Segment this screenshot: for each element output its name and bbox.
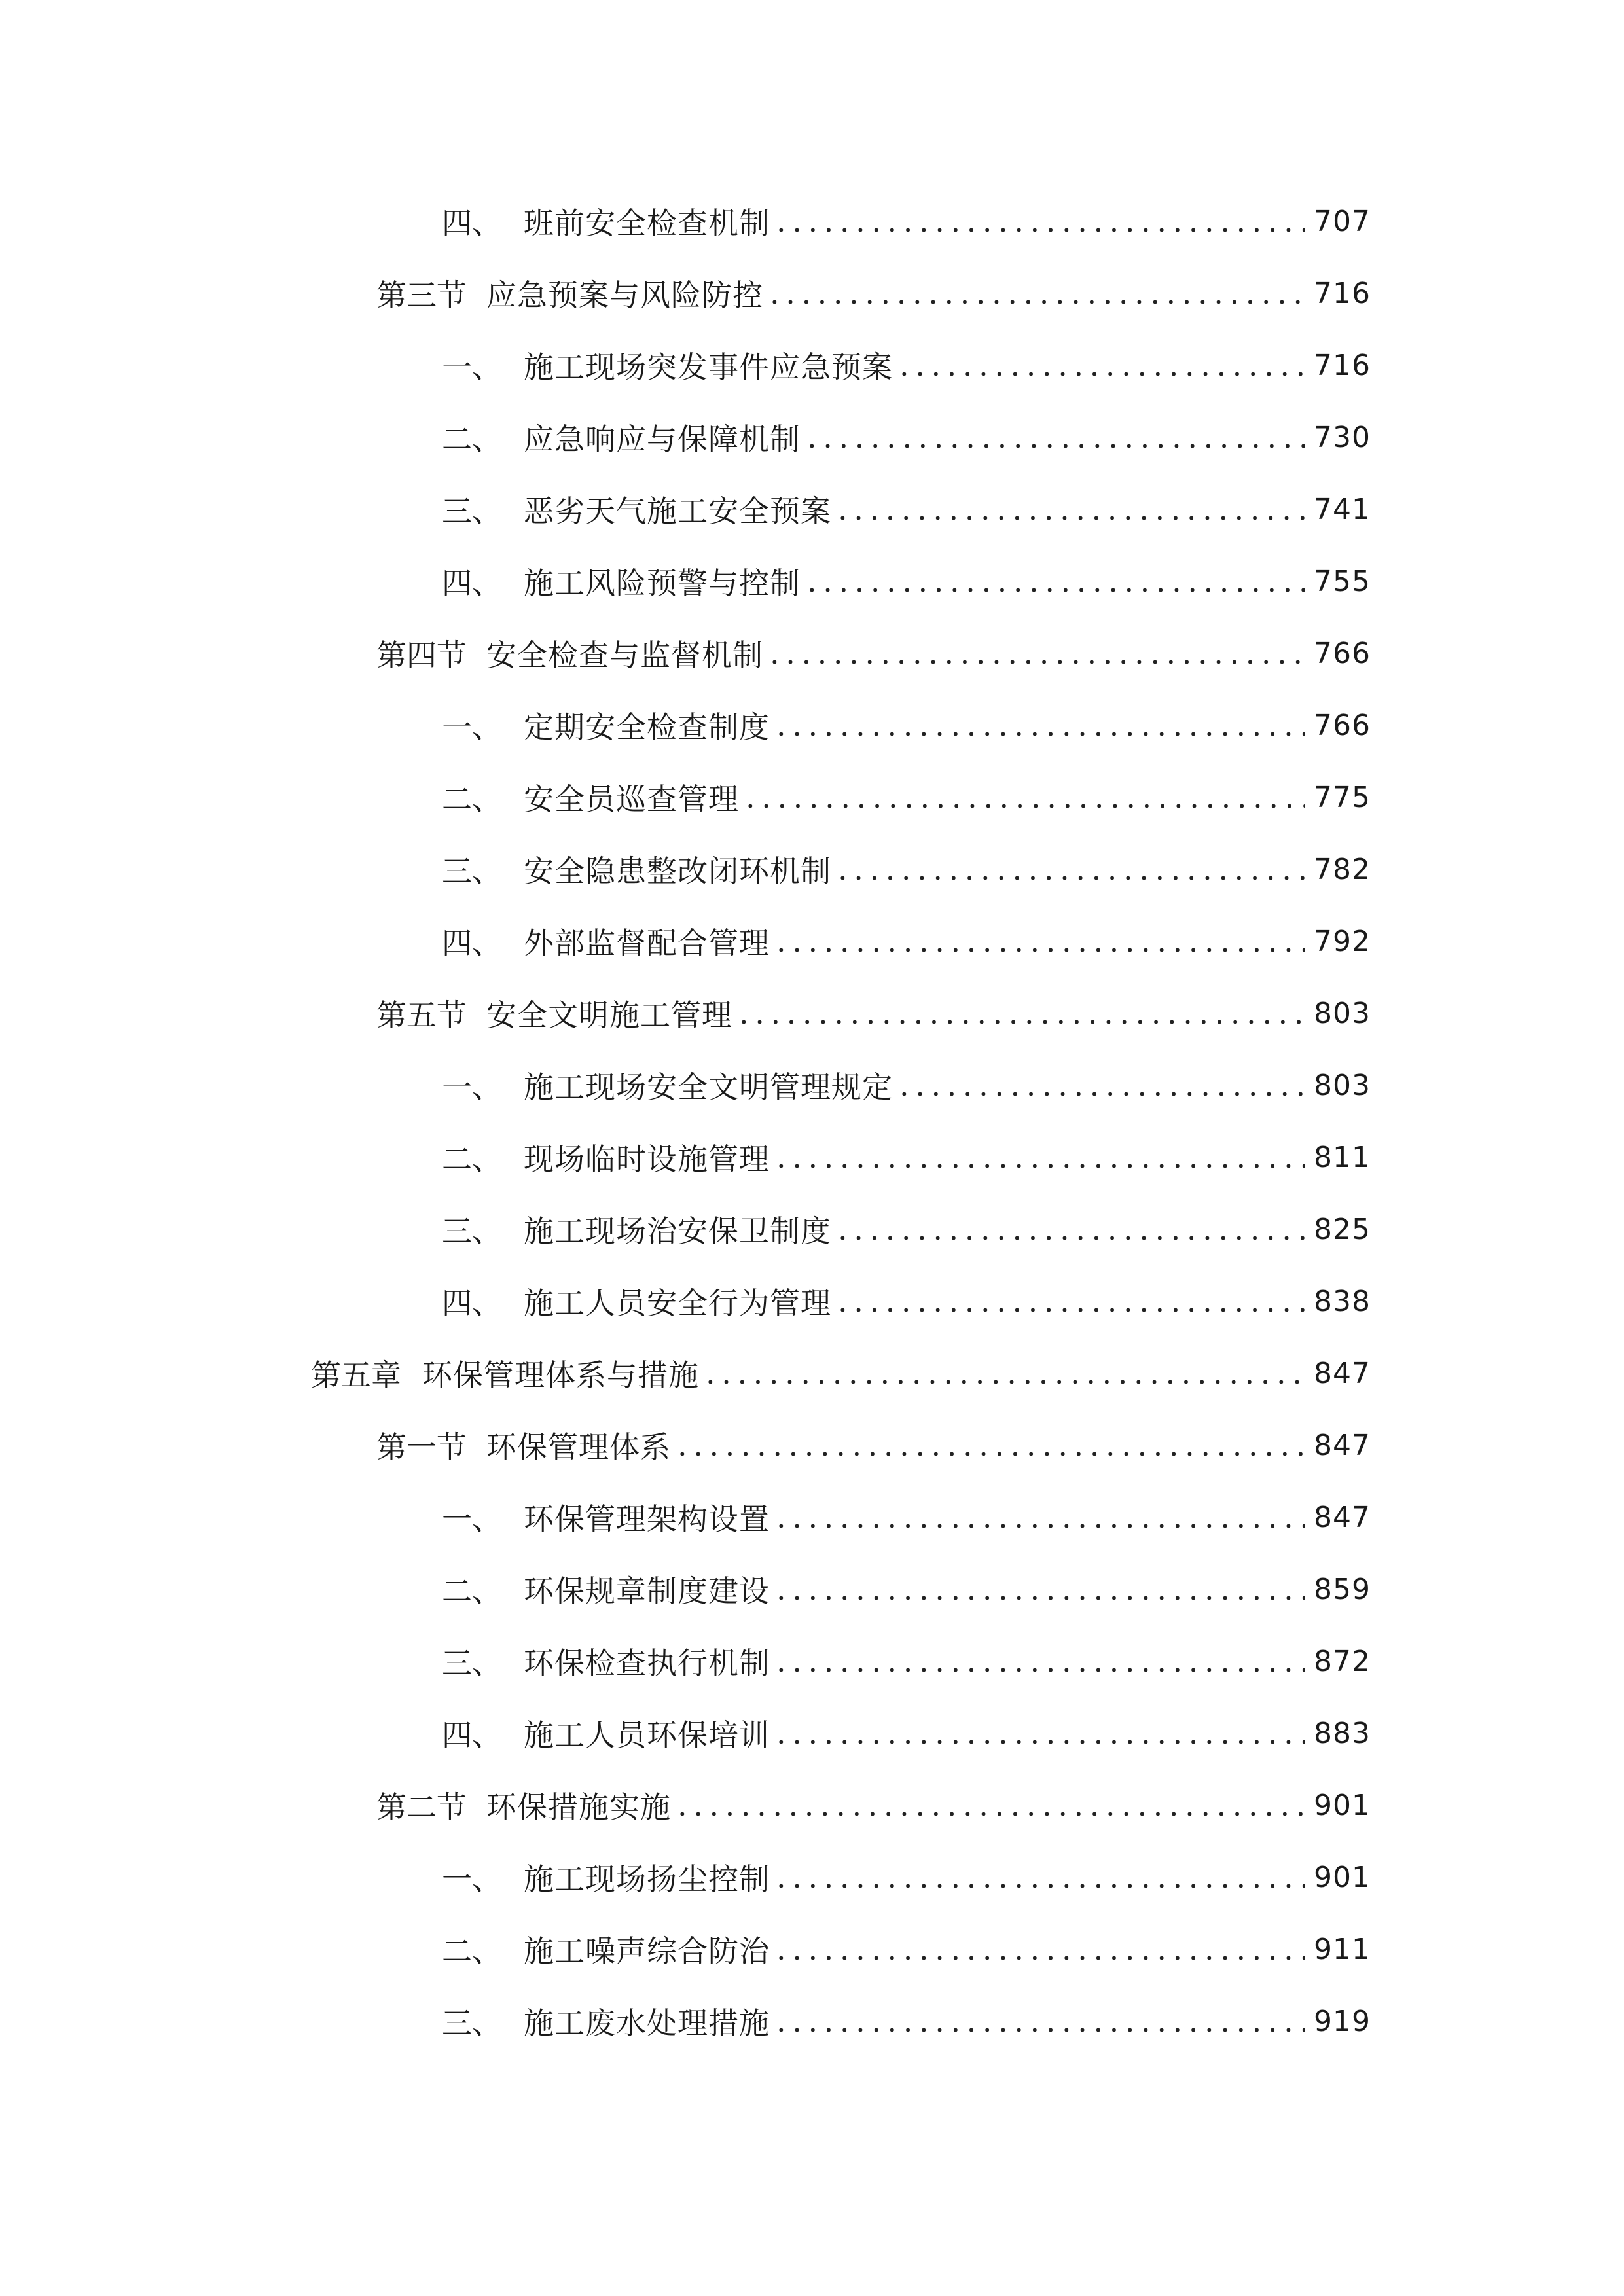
toc-section-number: 第五节: [376, 997, 467, 1033]
dot-leader: [776, 710, 1305, 740]
toc-chapter-number: 第五章: [311, 1357, 401, 1393]
toc-entry[interactable]: [0, 977, 1624, 1049]
toc-entry-page-number: 803: [1314, 996, 1371, 1030]
toc-entry-number: 二、: [442, 1141, 502, 1177]
toc-entry-number: 三、: [442, 1645, 502, 1681]
dot-leader: [899, 350, 1305, 380]
toc-entry-page-number: 716: [1314, 348, 1371, 382]
toc-entry[interactable]: [0, 617, 1624, 689]
toc-entry-number: 四、: [442, 1285, 502, 1321]
toc-entry-title: 环保管理架构设置: [524, 1501, 770, 1537]
toc-entry-number: 四、: [442, 1717, 502, 1753]
toc-entry-page-number: 847: [1314, 1428, 1371, 1462]
toc-entry-page-number: 919: [1314, 2004, 1371, 2038]
toc-entry-title: 恶劣天气施工安全预案: [524, 493, 831, 529]
dot-leader: [838, 1286, 1305, 1316]
toc-entry-number: 二、: [442, 1573, 502, 1609]
toc-entry-title: 施工废水处理措施: [524, 2005, 770, 2041]
dot-leader: [739, 998, 1305, 1028]
toc-entry-title: 施工现场安全文明管理规定: [524, 1069, 893, 1105]
dot-leader: [776, 1718, 1305, 1748]
toc-section-number: 第三节: [376, 278, 467, 313]
toc-entry-title: 安全员巡查管理: [524, 781, 739, 817]
toc-entry-title: 环保管理体系: [486, 1429, 671, 1465]
toc-entry-title: 环保管理体系与措施: [422, 1357, 699, 1393]
toc-entry-title: 班前安全检查机制: [524, 206, 770, 241]
toc-entry-number: 四、: [442, 206, 502, 241]
toc-entry[interactable]: [0, 473, 1624, 545]
toc-entry-number: 一、: [442, 709, 502, 745]
toc-entry[interactable]: [0, 329, 1624, 401]
toc-entry[interactable]: [0, 1985, 1624, 2057]
toc-entry[interactable]: [0, 1769, 1624, 1841]
toc-entry-title: 施工现场突发事件应急预案: [524, 350, 893, 385]
toc-entry-page-number: 847: [1314, 1356, 1371, 1390]
toc-entry-title: 外部监督配合管理: [524, 925, 770, 961]
toc-entry-page-number: 811: [1314, 1140, 1371, 1174]
toc-entry[interactable]: [0, 1337, 1624, 1409]
dot-leader: [776, 1862, 1305, 1892]
toc-entry-number: 一、: [442, 1501, 502, 1537]
toc-entry-number: 三、: [442, 1213, 502, 1249]
dot-leader: [807, 422, 1305, 452]
toc-entry-title: 施工人员安全行为管理: [524, 1285, 831, 1321]
toc-entry-title: 环保检查执行机制: [524, 1645, 770, 1681]
toc-entry-page-number: 741: [1314, 492, 1371, 526]
dot-leader: [776, 926, 1305, 956]
toc-entry-page-number: 872: [1314, 1644, 1371, 1678]
toc-entry[interactable]: [0, 545, 1624, 617]
toc-entry-number: 三、: [442, 493, 502, 529]
dot-leader: [838, 494, 1305, 524]
dot-leader: [838, 854, 1305, 884]
toc-entry-page-number: 911: [1314, 1932, 1371, 1966]
toc-entry-title: 环保措施实施: [486, 1789, 671, 1825]
dot-leader: [776, 2006, 1305, 2036]
toc-entry-page-number: 901: [1314, 1860, 1371, 1894]
dot-leader: [899, 1070, 1305, 1100]
toc-entry-title: 安全隐患整改闭环机制: [524, 853, 831, 889]
dot-leader: [776, 206, 1305, 236]
toc-entry-title: 施工现场扬尘控制: [524, 1861, 770, 1897]
toc-entry-number: 一、: [442, 1861, 502, 1897]
toc-entry-title: 定期安全检查制度: [524, 709, 770, 745]
toc-entry-title: 应急预案与风险防控: [486, 278, 763, 313]
dot-leader: [776, 1142, 1305, 1172]
dot-leader: [770, 278, 1305, 308]
dot-leader: [706, 1358, 1305, 1388]
toc-entry[interactable]: [0, 1121, 1624, 1193]
toc-entry-page-number: 792: [1314, 924, 1371, 958]
toc-entry[interactable]: [0, 1409, 1624, 1481]
toc-entry-page-number: 838: [1314, 1284, 1371, 1318]
dot-leader: [776, 1502, 1305, 1532]
toc-entry[interactable]: [0, 1913, 1624, 1985]
toc-entry-title: 安全检查与监督机制: [486, 637, 763, 673]
toc-entry-page-number: 883: [1314, 1716, 1371, 1750]
toc-entry-page-number: 766: [1314, 708, 1371, 742]
toc-entry[interactable]: [0, 1841, 1624, 1913]
toc-entry-page-number: 803: [1314, 1068, 1371, 1102]
toc-entry-number: 三、: [442, 2005, 502, 2041]
toc-entry-number: 一、: [442, 350, 502, 385]
dot-leader: [776, 1934, 1305, 1964]
toc-entry[interactable]: [0, 761, 1624, 833]
toc-entry-page-number: 766: [1314, 636, 1371, 670]
toc-entry-page-number: 707: [1314, 204, 1371, 238]
toc-entry-page-number: 782: [1314, 852, 1371, 886]
toc-entry-number: 二、: [442, 1933, 502, 1969]
table-of-contents: [0, 185, 1624, 2057]
toc-entry[interactable]: [0, 1049, 1624, 1121]
toc-entry-title: 施工噪声综合防治: [524, 1933, 770, 1969]
toc-entry-number: 二、: [442, 422, 502, 457]
toc-entry-title: 环保规章制度建设: [524, 1573, 770, 1609]
dot-leader: [677, 1790, 1305, 1820]
toc-entry[interactable]: [0, 833, 1624, 905]
toc-entry-page-number: 775: [1314, 780, 1371, 814]
toc-entry-title: 现场临时设施管理: [524, 1141, 770, 1177]
toc-entry[interactable]: [0, 1481, 1624, 1553]
toc-entry-number: 三、: [442, 853, 502, 889]
toc-entry[interactable]: [0, 1553, 1624, 1625]
toc-entry-title: 安全文明施工管理: [486, 997, 732, 1033]
toc-entry[interactable]: [0, 1625, 1624, 1697]
toc-entry-page-number: 901: [1314, 1788, 1371, 1822]
dot-leader: [838, 1214, 1305, 1244]
dot-leader: [746, 782, 1305, 812]
toc-entry[interactable]: [0, 1265, 1624, 1337]
toc-entry-number: 一、: [442, 1069, 502, 1105]
toc-entry[interactable]: [0, 401, 1624, 473]
toc-entry-title: 施工现场治安保卫制度: [524, 1213, 831, 1249]
toc-entry[interactable]: [0, 905, 1624, 977]
dot-leader: [770, 638, 1305, 668]
toc-entry[interactable]: [0, 257, 1624, 329]
toc-entry[interactable]: [0, 689, 1624, 761]
toc-entry-title: 施工风险预警与控制: [524, 565, 801, 601]
toc-entry[interactable]: [0, 1193, 1624, 1265]
toc-entry-title: 应急响应与保障机制: [524, 422, 801, 457]
toc-entry-number: 四、: [442, 925, 502, 961]
toc-section-number: 第一节: [376, 1429, 467, 1465]
dot-leader: [776, 1646, 1305, 1676]
toc-entry-page-number: 730: [1314, 420, 1371, 454]
toc-entry-title: 施工人员环保培训: [524, 1717, 770, 1753]
toc-entry[interactable]: [0, 185, 1624, 257]
toc-section-number: 第二节: [376, 1789, 467, 1825]
toc-entry-number: 四、: [442, 565, 502, 601]
toc-entry-page-number: 859: [1314, 1572, 1371, 1606]
dot-leader: [776, 1574, 1305, 1604]
toc-entry-page-number: 847: [1314, 1500, 1371, 1534]
toc-section-number: 第四节: [376, 637, 467, 673]
dot-leader: [677, 1430, 1305, 1460]
toc-entry-number: 二、: [442, 781, 502, 817]
toc-entry-page-number: 755: [1314, 564, 1371, 598]
toc-entry[interactable]: [0, 1697, 1624, 1769]
toc-entry-page-number: 716: [1314, 276, 1371, 310]
dot-leader: [807, 566, 1305, 596]
toc-entry-page-number: 825: [1314, 1212, 1371, 1246]
